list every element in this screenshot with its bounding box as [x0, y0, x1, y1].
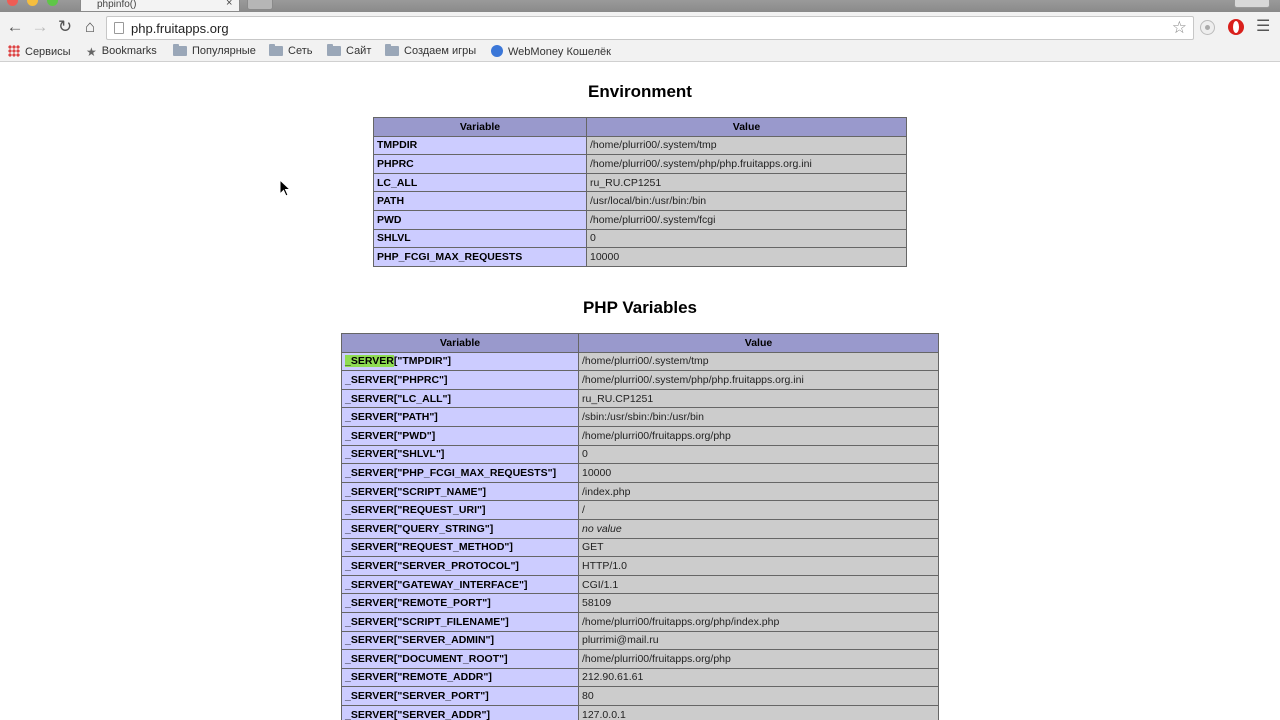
bookmark-label: Сеть — [288, 45, 313, 57]
variable-cell: _SERVER["GATEWAY_INTERFACE"] — [342, 575, 579, 594]
value-cell: /home/plurri00/.system/fcgi — [587, 210, 907, 229]
profile-button[interactable] — [1234, 0, 1270, 8]
variable-cell: _SERVER["SERVER_ADDR"] — [342, 705, 579, 720]
bookmark-folder-network[interactable] — [269, 45, 312, 59]
variable-cell: _SERVER["SHLVL"] — [342, 445, 579, 464]
value-cell: 127.0.0.1 — [579, 705, 939, 720]
table-row — [342, 612, 939, 631]
table-row — [374, 155, 907, 174]
folder-icon — [173, 46, 187, 56]
bookmark-item-bookmarks[interactable] — [86, 45, 157, 59]
table-row — [342, 668, 939, 687]
column-header-variable: Variable — [374, 118, 587, 137]
php-variables-heading: PHP Variables — [582, 298, 698, 317]
page-content — [0, 63, 1280, 720]
variable-cell: _SERVER["REMOTE_ADDR"] — [342, 668, 579, 687]
table-row — [374, 192, 907, 211]
new-tab-button[interactable] — [247, 0, 273, 10]
value-cell: 58109 — [579, 594, 939, 613]
close-window-button[interactable] — [7, 0, 18, 6]
table-row — [342, 519, 939, 538]
table-row — [342, 464, 939, 483]
table-row — [374, 136, 907, 155]
column-header-variable: Variable — [342, 334, 579, 353]
table-row — [342, 594, 939, 613]
star-icon: ★ — [86, 45, 97, 59]
variable-cell: PATH — [374, 192, 587, 211]
table-row — [374, 248, 907, 267]
value-cell: ru_RU.CP1251 — [587, 173, 907, 192]
url-text[interactable]: php.fruitapps.org — [131, 21, 229, 36]
table-row — [342, 538, 939, 557]
bookmark-label: Сервисы — [25, 46, 71, 58]
value-cell: /home/plurri00/.system/php/php.fruitapps.org.ini — [587, 155, 907, 174]
variable-cell: PWD — [374, 210, 587, 229]
table-header-row — [374, 118, 907, 137]
folder-icon — [327, 46, 341, 56]
folder-icon — [385, 46, 399, 56]
variable-cell: _SERVER["TMPDIR"] — [342, 352, 579, 371]
table-row — [342, 575, 939, 594]
table-row — [374, 210, 907, 229]
bookmark-item-webmoney[interactable] — [491, 45, 611, 59]
tab-title: phpinfo() — [97, 0, 137, 10]
value-cell: no value — [579, 519, 939, 538]
table-row — [342, 426, 939, 445]
table-row — [342, 501, 939, 520]
bookmark-folder-games[interactable] — [385, 45, 476, 59]
browser-tab[interactable] — [80, 0, 240, 12]
variable-cell: PHP_FCGI_MAX_REQUESTS — [374, 248, 587, 267]
value-cell: /home/plurri00/fruitapps.org/php/index.php — [579, 612, 939, 631]
tab-close-icon[interactable]: × — [226, 0, 233, 9]
selected-text-highlight: _SERVER — [345, 355, 394, 368]
bookmark-star-icon[interactable]: ☆ — [1171, 18, 1187, 37]
folder-icon — [269, 46, 283, 56]
bookmark-label: WebMoney Кошелёк — [508, 46, 611, 58]
value-cell: 10000 — [587, 248, 907, 267]
webmoney-icon — [491, 45, 503, 57]
value-cell: GET — [579, 538, 939, 557]
bookmarks-bar — [0, 42, 1280, 62]
bookmark-label: Bookmarks — [101, 45, 157, 57]
bookmark-label: Создаем игры — [404, 45, 477, 57]
bookmark-item-services[interactable] — [8, 45, 71, 59]
table-row — [342, 631, 939, 650]
environment-table — [373, 117, 907, 267]
variable-cell: _SERVER["PHP_FCGI_MAX_REQUESTS"] — [342, 464, 579, 483]
variable-cell: _SERVER["REMOTE_PORT"] — [342, 594, 579, 613]
value-cell: /usr/local/bin:/usr/bin:/bin — [587, 192, 907, 211]
extension-icon[interactable] — [1200, 20, 1215, 35]
value-cell: /home/plurri00/.system/tmp — [579, 352, 939, 371]
page-icon — [114, 22, 124, 34]
variable-cell: _SERVER["SCRIPT_NAME"] — [342, 482, 579, 501]
address-bar[interactable] — [106, 16, 1194, 40]
bookmark-folder-popular[interactable] — [173, 45, 256, 59]
value-cell: /sbin:/usr/sbin:/bin:/usr/bin — [579, 408, 939, 427]
tab-strip — [0, 0, 1280, 12]
value-cell: /home/plurri00/fruitapps.org/php — [579, 650, 939, 669]
variable-cell: TMPDIR — [374, 136, 587, 155]
variable-cell: _SERVER["REQUEST_URI"] — [342, 501, 579, 520]
variable-cell: _SERVER["QUERY_STRING"] — [342, 519, 579, 538]
table-row — [342, 650, 939, 669]
mouse-cursor-icon — [279, 179, 293, 199]
value-cell: /home/plurri00/fruitapps.org/php — [579, 426, 939, 445]
value-cell: CGI/1.1 — [579, 575, 939, 594]
variable-cell: _SERVER["PATH"] — [342, 408, 579, 427]
value-cell: ru_RU.CP1251 — [579, 389, 939, 408]
value-cell: 0 — [587, 229, 907, 248]
browser-toolbar — [0, 12, 1280, 42]
table-row — [342, 705, 939, 720]
variable-cell: PHPRC — [374, 155, 587, 174]
forward-icon[interactable]: → — [31, 17, 49, 36]
table-header-row — [342, 334, 939, 353]
table-row — [342, 445, 939, 464]
minimize-window-button[interactable] — [27, 0, 38, 6]
bookmark-label: Сайт — [346, 45, 372, 57]
value-cell: 80 — [579, 687, 939, 706]
table-row — [342, 371, 939, 390]
variable-cell: _SERVER["SCRIPT_FILENAME"] — [342, 612, 579, 631]
variable-cell: _SERVER["SERVER_PROTOCOL"] — [342, 557, 579, 576]
environment-heading: Environment — [588, 82, 692, 101]
bookmark-folder-site[interactable] — [327, 45, 371, 59]
variable-cell: SHLVL — [374, 229, 587, 248]
table-row — [342, 408, 939, 427]
column-header-value: Value — [587, 118, 907, 137]
zoom-window-button[interactable] — [47, 0, 58, 6]
variable-cell: _SERVER["DOCUMENT_ROOT"] — [342, 650, 579, 669]
variable-cell: _SERVER["REQUEST_METHOD"] — [342, 538, 579, 557]
back-icon[interactable]: ← — [6, 17, 24, 36]
value-cell: 0 — [579, 445, 939, 464]
opera-extension-icon[interactable] — [1228, 19, 1244, 35]
table-row — [342, 482, 939, 501]
table-row — [342, 557, 939, 576]
php-variables-table — [341, 333, 939, 720]
value-cell: / — [579, 501, 939, 520]
table-row — [374, 173, 907, 192]
value-cell: /index.php — [579, 482, 939, 501]
value-cell: 10000 — [579, 464, 939, 483]
value-cell: HTTP/1.0 — [579, 557, 939, 576]
value-cell: 212.90.61.61 — [579, 668, 939, 687]
reload-icon[interactable]: ↻ — [57, 17, 73, 36]
table-row — [342, 389, 939, 408]
variable-cell: _SERVER["SERVER_PORT"] — [342, 687, 579, 706]
column-header-value: Value — [579, 334, 939, 353]
variable-cell: _SERVER["SERVER_ADMIN"] — [342, 631, 579, 650]
table-row — [342, 352, 939, 371]
value-cell: /home/plurri00/.system/tmp — [587, 136, 907, 155]
home-icon[interactable]: ⌂ — [84, 17, 96, 36]
table-row — [374, 229, 907, 248]
value-cell: plurrimi@mail.ru — [579, 631, 939, 650]
php-variables-body — [342, 352, 939, 720]
menu-icon[interactable]: ☰ — [1256, 18, 1271, 35]
variable-cell: _SERVER["PWD"] — [342, 426, 579, 445]
bookmark-label: Популярные — [192, 45, 256, 57]
apps-icon — [8, 45, 20, 57]
variable-cell: _SERVER["LC_ALL"] — [342, 389, 579, 408]
variable-cell: _SERVER["PHPRC"] — [342, 371, 579, 390]
value-cell: /home/plurri00/.system/php/php.fruitapps.org.ini — [579, 371, 939, 390]
variable-cell: LC_ALL — [374, 173, 587, 192]
table-row — [342, 687, 939, 706]
